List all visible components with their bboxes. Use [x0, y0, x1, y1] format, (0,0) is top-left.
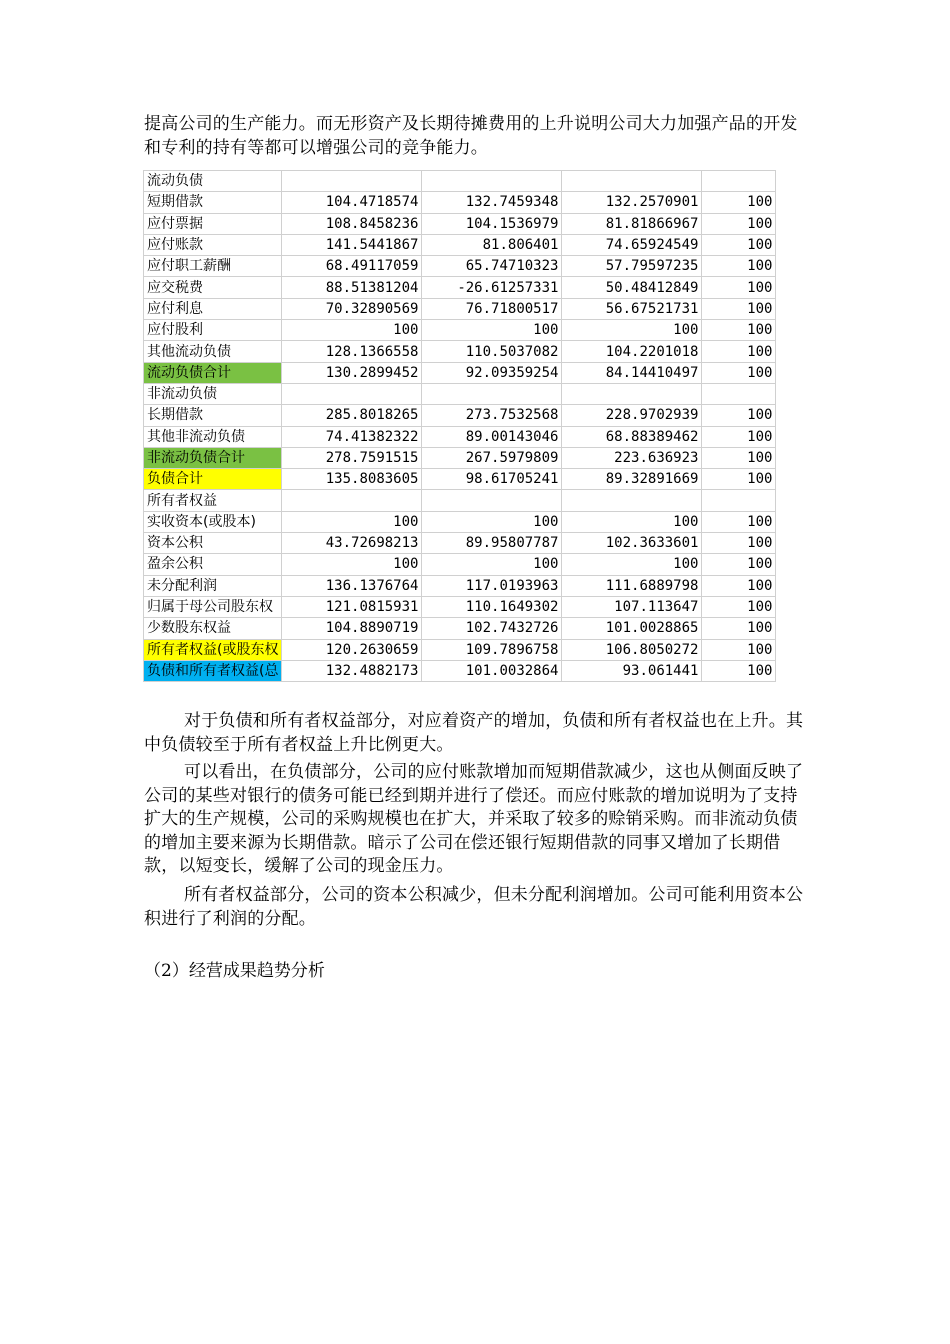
table-row [144, 171, 776, 192]
value-cell: 81.806401 [422, 234, 562, 255]
value-cell: 50.48412849 [562, 277, 702, 298]
value-cell: 110.1649302 [422, 596, 562, 617]
table-row [144, 320, 776, 341]
value-cell: 89.00143046 [422, 426, 562, 447]
body-paragraph-1: 对于负债和所有者权益部分，对应着资产的增加，负债和所有者权益也在上升。其中负债较至于所有者权益上升比例更大。 [144, 711, 804, 755]
value-cell: 100 [702, 362, 776, 383]
value-cell: 228.9702939 [562, 405, 702, 426]
value-cell: 100 [702, 554, 776, 575]
body-paragraph-2: 可以看出，在负债部分，公司的应付账款增加而短期借款减少，这也从侧面反映了公司的某些对银行的债务可能已经到期并进行了偿还。而应付账款的增加说明为了支持扩大的生产规模，公司的采购规模也在扩大，并采取了较多的赊销采购。而非流动负债的增加主要来源为长期借款。暗示了公司在偿还银行短期借款的同事又增加了长期借款，以短变长，缓解了公司的现金压力。 [144, 762, 804, 876]
table-row [144, 575, 776, 596]
value-cell: 100 [422, 320, 562, 341]
value-cell: 100 [702, 660, 776, 681]
table-row [144, 554, 776, 575]
value-cell [282, 490, 422, 511]
value-cell: 130.2899452 [282, 362, 422, 383]
value-cell: 100 [702, 511, 776, 532]
value-cell: 117.0193963 [422, 575, 562, 596]
value-cell [422, 171, 562, 192]
row-label-cell: 短期借款 [144, 192, 282, 213]
value-cell: 92.09359254 [422, 362, 562, 383]
value-cell: 100 [562, 554, 702, 575]
row-label-cell: 盈余公积 [144, 554, 282, 575]
table-row [144, 298, 776, 319]
value-cell: 278.7591515 [282, 447, 422, 468]
value-cell [562, 171, 702, 192]
body-paragraph-3: 所有者权益部分，公司的资本公积减少，但未分配利润增加。公司可能利用资本公积进行了利润的分配。 [144, 885, 804, 929]
table-row [144, 405, 776, 426]
table-row [144, 383, 776, 404]
value-cell: 121.0815931 [282, 596, 422, 617]
trend-analysis-table [143, 170, 776, 682]
value-cell: 106.8050272 [562, 639, 702, 660]
value-cell: 98.61705241 [422, 469, 562, 490]
value-cell: 100 [702, 533, 776, 554]
value-cell: 104.4718574 [282, 192, 422, 213]
value-cell: 100 [702, 618, 776, 639]
value-cell [702, 383, 776, 404]
table-row [144, 234, 776, 255]
row-label-cell: 负债合计 [144, 469, 282, 490]
value-cell: 57.79597235 [562, 256, 702, 277]
table-row [144, 277, 776, 298]
row-label-cell: 非流动负债 [144, 383, 282, 404]
value-cell: 100 [562, 320, 702, 341]
value-cell: -26.61257331 [422, 277, 562, 298]
value-cell: 100 [702, 298, 776, 319]
value-cell: 101.0028865 [562, 618, 702, 639]
value-cell: 109.7896758 [422, 639, 562, 660]
value-cell: 70.32890569 [282, 298, 422, 319]
value-cell: 68.88389462 [562, 426, 702, 447]
value-cell [422, 490, 562, 511]
value-cell: 100 [282, 320, 422, 341]
value-cell: 100 [282, 554, 422, 575]
row-label-cell: 其他非流动负债 [144, 426, 282, 447]
table-row [144, 596, 776, 617]
value-cell: 107.113647 [562, 596, 702, 617]
value-cell: 100 [422, 511, 562, 532]
value-cell: 108.8458236 [282, 213, 422, 234]
value-cell: 102.3633601 [562, 533, 702, 554]
table-row [144, 618, 776, 639]
row-label-cell: 少数股东权益 [144, 618, 282, 639]
row-label-cell: 非流动负债合计 [144, 447, 282, 468]
value-cell: 93.061441 [562, 660, 702, 681]
row-label-cell: 流动负债合计 [144, 362, 282, 383]
row-label-cell: 流动负债 [144, 171, 282, 192]
value-cell: 100 [702, 256, 776, 277]
table-row [144, 660, 776, 681]
row-label-cell: 资本公积 [144, 533, 282, 554]
row-label-cell: 所有者权益 [144, 490, 282, 511]
row-label-cell: 实收资本(或股本) [144, 511, 282, 532]
table-row [144, 362, 776, 383]
value-cell: 110.5037082 [422, 341, 562, 362]
table-row [144, 639, 776, 660]
row-label-cell: 所有者权益(或股东权 [144, 639, 282, 660]
row-label-cell: 应付股利 [144, 320, 282, 341]
value-cell: 84.14410497 [562, 362, 702, 383]
value-cell: 132.2570901 [562, 192, 702, 213]
value-cell: 132.7459348 [422, 192, 562, 213]
value-cell: 100 [702, 596, 776, 617]
value-cell: 102.7432726 [422, 618, 562, 639]
value-cell: 100 [702, 405, 776, 426]
value-cell: 285.8018265 [282, 405, 422, 426]
value-cell: 104.8890719 [282, 618, 422, 639]
value-cell: 101.0032864 [422, 660, 562, 681]
table-row [144, 213, 776, 234]
value-cell [562, 383, 702, 404]
row-label-cell: 长期借款 [144, 405, 282, 426]
value-cell: 76.71800517 [422, 298, 562, 319]
value-cell: 100 [702, 277, 776, 298]
value-cell: 100 [702, 575, 776, 596]
intro-paragraph: 提高公司的生产能力。而无形资产及长期待摊费用的上升说明公司大力加强产品的开发和专利的持有等都可以增强公司的竞争能力。 [144, 114, 798, 158]
value-cell: 100 [702, 341, 776, 362]
value-cell: 89.32891669 [562, 469, 702, 490]
value-cell: 68.49117059 [282, 256, 422, 277]
table-row [144, 447, 776, 468]
value-cell: 100 [702, 469, 776, 490]
row-label-cell: 应付账款 [144, 234, 282, 255]
value-cell: 74.65924549 [562, 234, 702, 255]
value-cell: 100 [702, 320, 776, 341]
value-cell: 100 [562, 511, 702, 532]
value-cell: 100 [702, 213, 776, 234]
table-row [144, 341, 776, 362]
value-cell: 104.1536979 [422, 213, 562, 234]
table-row [144, 256, 776, 277]
value-cell: 273.7532568 [422, 405, 562, 426]
value-cell: 111.6889798 [562, 575, 702, 596]
value-cell: 128.1366558 [282, 341, 422, 362]
value-cell: 89.95807787 [422, 533, 562, 554]
value-cell: 104.2201018 [562, 341, 702, 362]
value-cell: 100 [282, 511, 422, 532]
value-cell: 100 [702, 192, 776, 213]
value-cell: 43.72698213 [282, 533, 422, 554]
value-cell: 81.81866967 [562, 213, 702, 234]
value-cell [282, 383, 422, 404]
value-cell: 56.67521731 [562, 298, 702, 319]
row-label-cell: 其他流动负债 [144, 341, 282, 362]
value-cell [422, 383, 562, 404]
value-cell: 100 [702, 447, 776, 468]
value-cell: 100 [422, 554, 562, 575]
value-cell: 136.1376764 [282, 575, 422, 596]
value-cell: 267.5979809 [422, 447, 562, 468]
row-label-cell: 应付票据 [144, 213, 282, 234]
value-cell [702, 490, 776, 511]
table-row [144, 426, 776, 447]
table-row [144, 469, 776, 490]
section-heading: （2）经营成果趋势分析 [144, 961, 325, 981]
value-cell: 65.74710323 [422, 256, 562, 277]
row-label-cell: 应付利息 [144, 298, 282, 319]
row-label-cell: 归属于母公司股东权 [144, 596, 282, 617]
value-cell [282, 171, 422, 192]
value-cell: 100 [702, 426, 776, 447]
table-row [144, 490, 776, 511]
value-cell: 88.51381204 [282, 277, 422, 298]
value-cell: 132.4882173 [282, 660, 422, 681]
value-cell: 120.2630659 [282, 639, 422, 660]
table-row [144, 192, 776, 213]
value-cell: 141.5441867 [282, 234, 422, 255]
table-row [144, 533, 776, 554]
value-cell: 100 [702, 234, 776, 255]
value-cell: 223.636923 [562, 447, 702, 468]
value-cell: 74.41382322 [282, 426, 422, 447]
value-cell [562, 490, 702, 511]
row-label-cell: 未分配利润 [144, 575, 282, 596]
value-cell: 135.8083605 [282, 469, 422, 490]
value-cell: 100 [702, 639, 776, 660]
table-body [144, 171, 776, 682]
row-label-cell: 应交税费 [144, 277, 282, 298]
table-row [144, 511, 776, 532]
row-label-cell: 应付职工薪酬 [144, 256, 282, 277]
row-label-cell: 负债和所有者权益(总 [144, 660, 282, 681]
value-cell [702, 171, 776, 192]
